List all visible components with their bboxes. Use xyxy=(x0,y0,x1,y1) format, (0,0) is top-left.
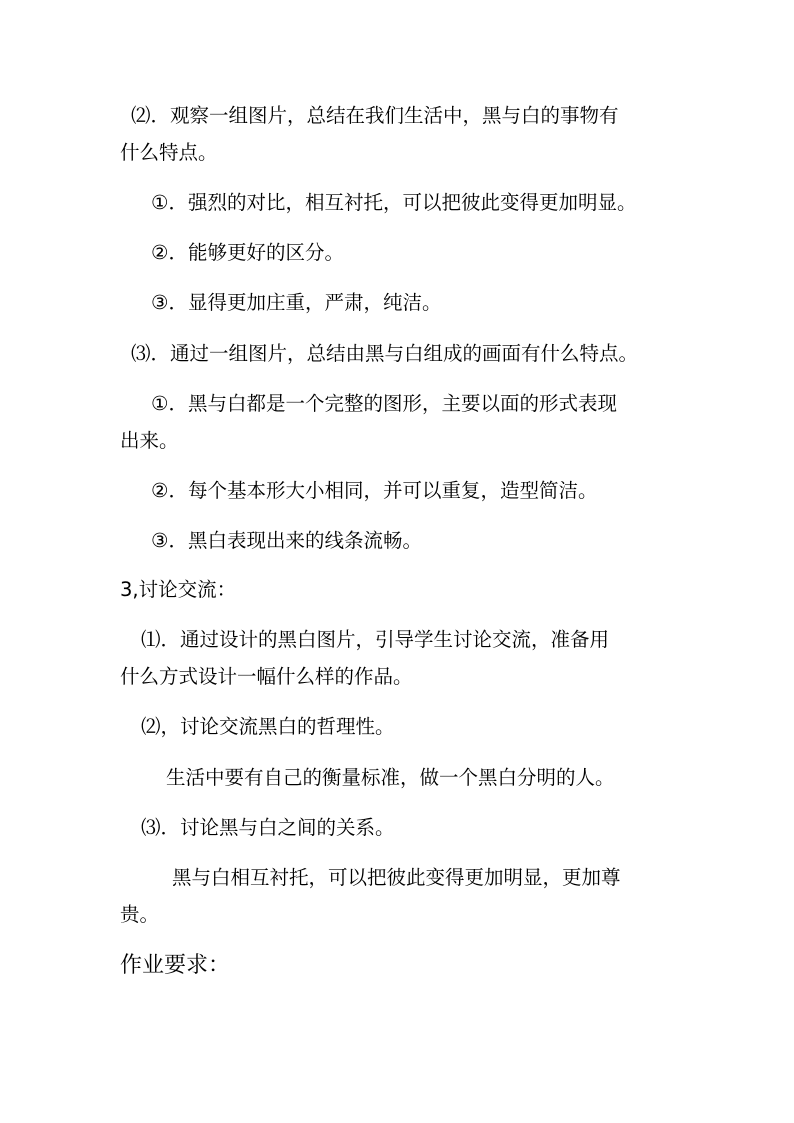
text-line: ⑶．讨论黑与白之间的关系。 xyxy=(141,816,395,839)
text-line: ③．显得更加庄重，严肃，纯洁。 xyxy=(151,291,442,314)
text-line: 什么特点。 xyxy=(120,141,218,164)
section-heading: 3,讨论交流： xyxy=(120,578,237,601)
text-line: 什么方式设计一幅什么样的作品。 xyxy=(120,665,413,688)
text-line: ③．黑白表现出来的线条流畅。 xyxy=(151,529,422,552)
text-line: ⑵．观察一组图片，总结在我们生活中，黑与白的事物有 xyxy=(131,104,619,127)
text-line: ⑴．通过设计的黑白图片，引导学生讨论交流，准备用 xyxy=(141,628,610,651)
homework-heading: 作业要求： xyxy=(120,953,231,978)
text-line: ②．每个基本形大小相同，并可以重复，造型简洁。 xyxy=(151,479,598,502)
text-line: ⑵，讨论交流黑白的哲理性。 xyxy=(141,715,395,738)
text-line: ⑶．通过一组图片，总结由黑与白组成的画面有什么特点。 xyxy=(131,342,639,365)
text-line: 生活中要有自己的衡量标准，做一个黑白分明的人。 xyxy=(166,766,615,789)
text-line: ①．强烈的对比，相互衬托，可以把彼此变得更加明显。 xyxy=(151,191,637,214)
text-line: ①．黑与白都是一个完整的图形，主要以面的形式表现 xyxy=(151,392,617,415)
text-line: 贵。 xyxy=(120,903,160,926)
text-line: ②．能够更好的区分。 xyxy=(151,241,344,264)
text-line: 出来。 xyxy=(120,429,179,452)
text-line: 黑与白相互衬托，可以把彼此变得更加明显，更加尊 xyxy=(172,866,621,889)
